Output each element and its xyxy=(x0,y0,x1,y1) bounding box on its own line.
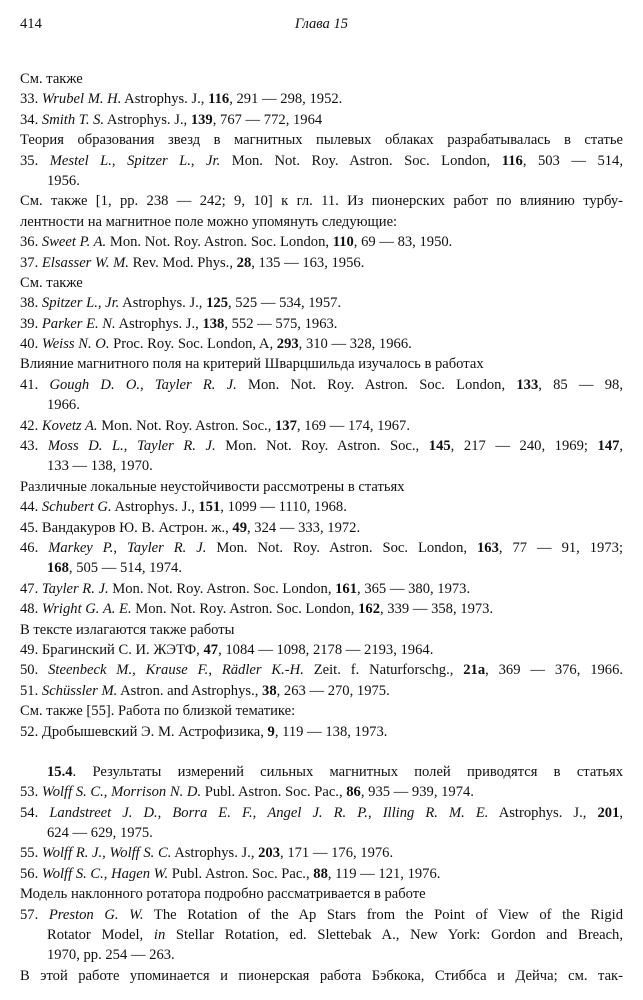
reference-entry: 56. Wolff S. C., Hagen W. Publ. Astron. Soc. Pac., 88, 119 — 121, 1976. xyxy=(20,865,441,882)
running-head: Глава 15 xyxy=(294,16,349,32)
reference-continuation: 1970, pp. 254 — 263. xyxy=(47,947,175,964)
reference-continuation: Rotator Model, in Stellar Rotation, ed. Slettebak A., New York: Gordon and Breach, xyxy=(47,927,624,944)
section-gap xyxy=(20,742,623,762)
reference-entry: 48. Wright G. A. E. Mon. Not. Roy. Astron. Soc. London, 162, 339 — 358, 1973. xyxy=(20,601,494,618)
reference-entry: 33. Wrubel M. H. Astrophys. J., 116, 291 — 298, 1952. xyxy=(20,91,343,108)
text-line: Влияние магнитного поля на критерий Шварцшильда изучалось в работах xyxy=(20,356,484,373)
reference-entry: 39. Parker E. N. Astrophys. J., 138, 552 — 575, 1963. xyxy=(20,315,338,332)
reference-entry: 34. Smith T. S. Astrophys. J., 139, 767 — 772, 1964 xyxy=(20,111,323,128)
text-line: См. также xyxy=(20,274,83,291)
reference-entry: 49. Брагинский С. И. ЖЭТФ, 47, 1084 — 1098, 2178 — 2193, 1964. xyxy=(20,641,434,658)
text-line: См. также xyxy=(20,71,83,87)
section-heading: 15.4. Результаты измерений сильных магнитных полей приводятся в статьях xyxy=(47,763,623,780)
page-header xyxy=(20,16,623,38)
reference-entry: 37. Elsasser W. M. Rev. Mod. Phys., 28, 135 — 163, 1956. xyxy=(20,254,365,271)
reference-entry: 42. Kovetz A. Mon. Not. Roy. Astron. Soc., 137, 169 — 174, 1967. xyxy=(20,417,410,434)
reference-entry: 36. Sweet P. A. Mon. Not. Roy. Astron. Soc. London, 110, 69 — 83, 1950. xyxy=(20,234,453,251)
text-line: В тексте излагаются также работы xyxy=(20,621,235,638)
reference-entry: 35. Mestel L., Spitzer L., Jr. Mon. Not. Roy. Astron. Soc. London, 116, 503 — 514, xyxy=(20,152,623,169)
reference-continuation: 1956. xyxy=(47,172,80,189)
reference-entry: 45. Вандакуров Ю. В. Астрон. ж., 49, 324 — 333, 1972. xyxy=(20,519,361,536)
reference-entry: 40. Weiss N. O. Proc. Roy. Soc. London, A, 293, 310 — 328, 1966. xyxy=(20,336,412,353)
reference-entry: 47. Tayler R. J. Mon. Not. Roy. Astron. Soc. London, 161, 365 — 380, 1973. xyxy=(20,580,471,597)
reference-continuation: 1966. xyxy=(47,397,80,414)
reference-continuation: 624 — 629, 1975. xyxy=(47,825,153,842)
text-line: лентности на магнитное поле можно упомянуть следующие: xyxy=(20,213,398,230)
references-body xyxy=(20,69,623,986)
reference-entry: 38. Spitzer L., Jr. Astrophys. J., 125, 525 — 534, 1957. xyxy=(20,295,342,312)
reference-entry: 51. Schüssler M. Astron. and Astrophys., 38, 263 — 270, 1975. xyxy=(20,682,390,699)
reference-entry: 54. Landstreet J. D., Borra E. F., Angel J. R. P., Illing R. M. E. Astrophys. J., 201, xyxy=(20,804,624,821)
reference-entry: 41. Gough D. O., Tayler R. J. Mon. Not. Roy. Astron. Soc. London, 133, 85 — 98, xyxy=(20,376,623,393)
reference-entry: 50. Steenbeck M., Krause F., Rädler K.-H. Zeit. f. Naturforschg., 21a, 369 — 376, 1966. xyxy=(20,662,624,679)
text-line: См. также [1, pp. 238 — 242; 9, 10] к гл. 11. Из пионерских работ по влиянию турбу- xyxy=(20,193,623,210)
text-line: Теория образования звезд в магнитных пылевых облаках разрабатывалась в статье xyxy=(20,132,623,149)
reference-entry: 44. Schubert G. Astrophys. J., 151, 1099 — 1110, 1968. xyxy=(20,499,347,516)
reference-entry: 43. Moss D. L., Tayler R. J. Mon. Not. Roy. Astron. Soc., 145, 217 — 240, 1969; 147, xyxy=(20,438,624,455)
text-line: См. также [55]. Работа по близкой тематике: xyxy=(20,703,296,720)
reference-entry: 53. Wolff S. C., Morrison N. D. Publ. Astron. Soc. Pac., 86, 935 — 939, 1974. xyxy=(20,784,474,801)
text-line: Различные локальные неустойчивости рассмотрены в статьях xyxy=(20,478,405,495)
page-number: 414 xyxy=(20,16,42,32)
text-line: В этой работе упоминается и пионерская работа Бэбкока, Стиббса и Дейча; см. так- xyxy=(20,967,623,984)
reference-entry: 57. Preston G. W. The Rotation of the Ap Stars from the Point of View of the Rigid xyxy=(20,906,623,923)
reference-continuation: 168, 505 — 514, 1974. xyxy=(47,560,182,577)
reference-entry: 52. Дробышевский Э. М. Астрофизика, 9, 119 — 138, 1973. xyxy=(20,723,388,740)
reference-continuation: 133 — 138, 1970. xyxy=(47,458,153,475)
reference-entry: 46. Markey P., Tayler R. J. Mon. Not. Roy. Astron. Soc. London, 163, 77 — 91, 1973; xyxy=(20,539,624,556)
reference-entry: 55. Wolff R. J., Wolff S. C. Astrophys. J., 203, 171 — 176, 1976. xyxy=(20,845,394,862)
text-line: Модель наклонного ротатора подробно рассматривается в работе xyxy=(20,886,426,903)
